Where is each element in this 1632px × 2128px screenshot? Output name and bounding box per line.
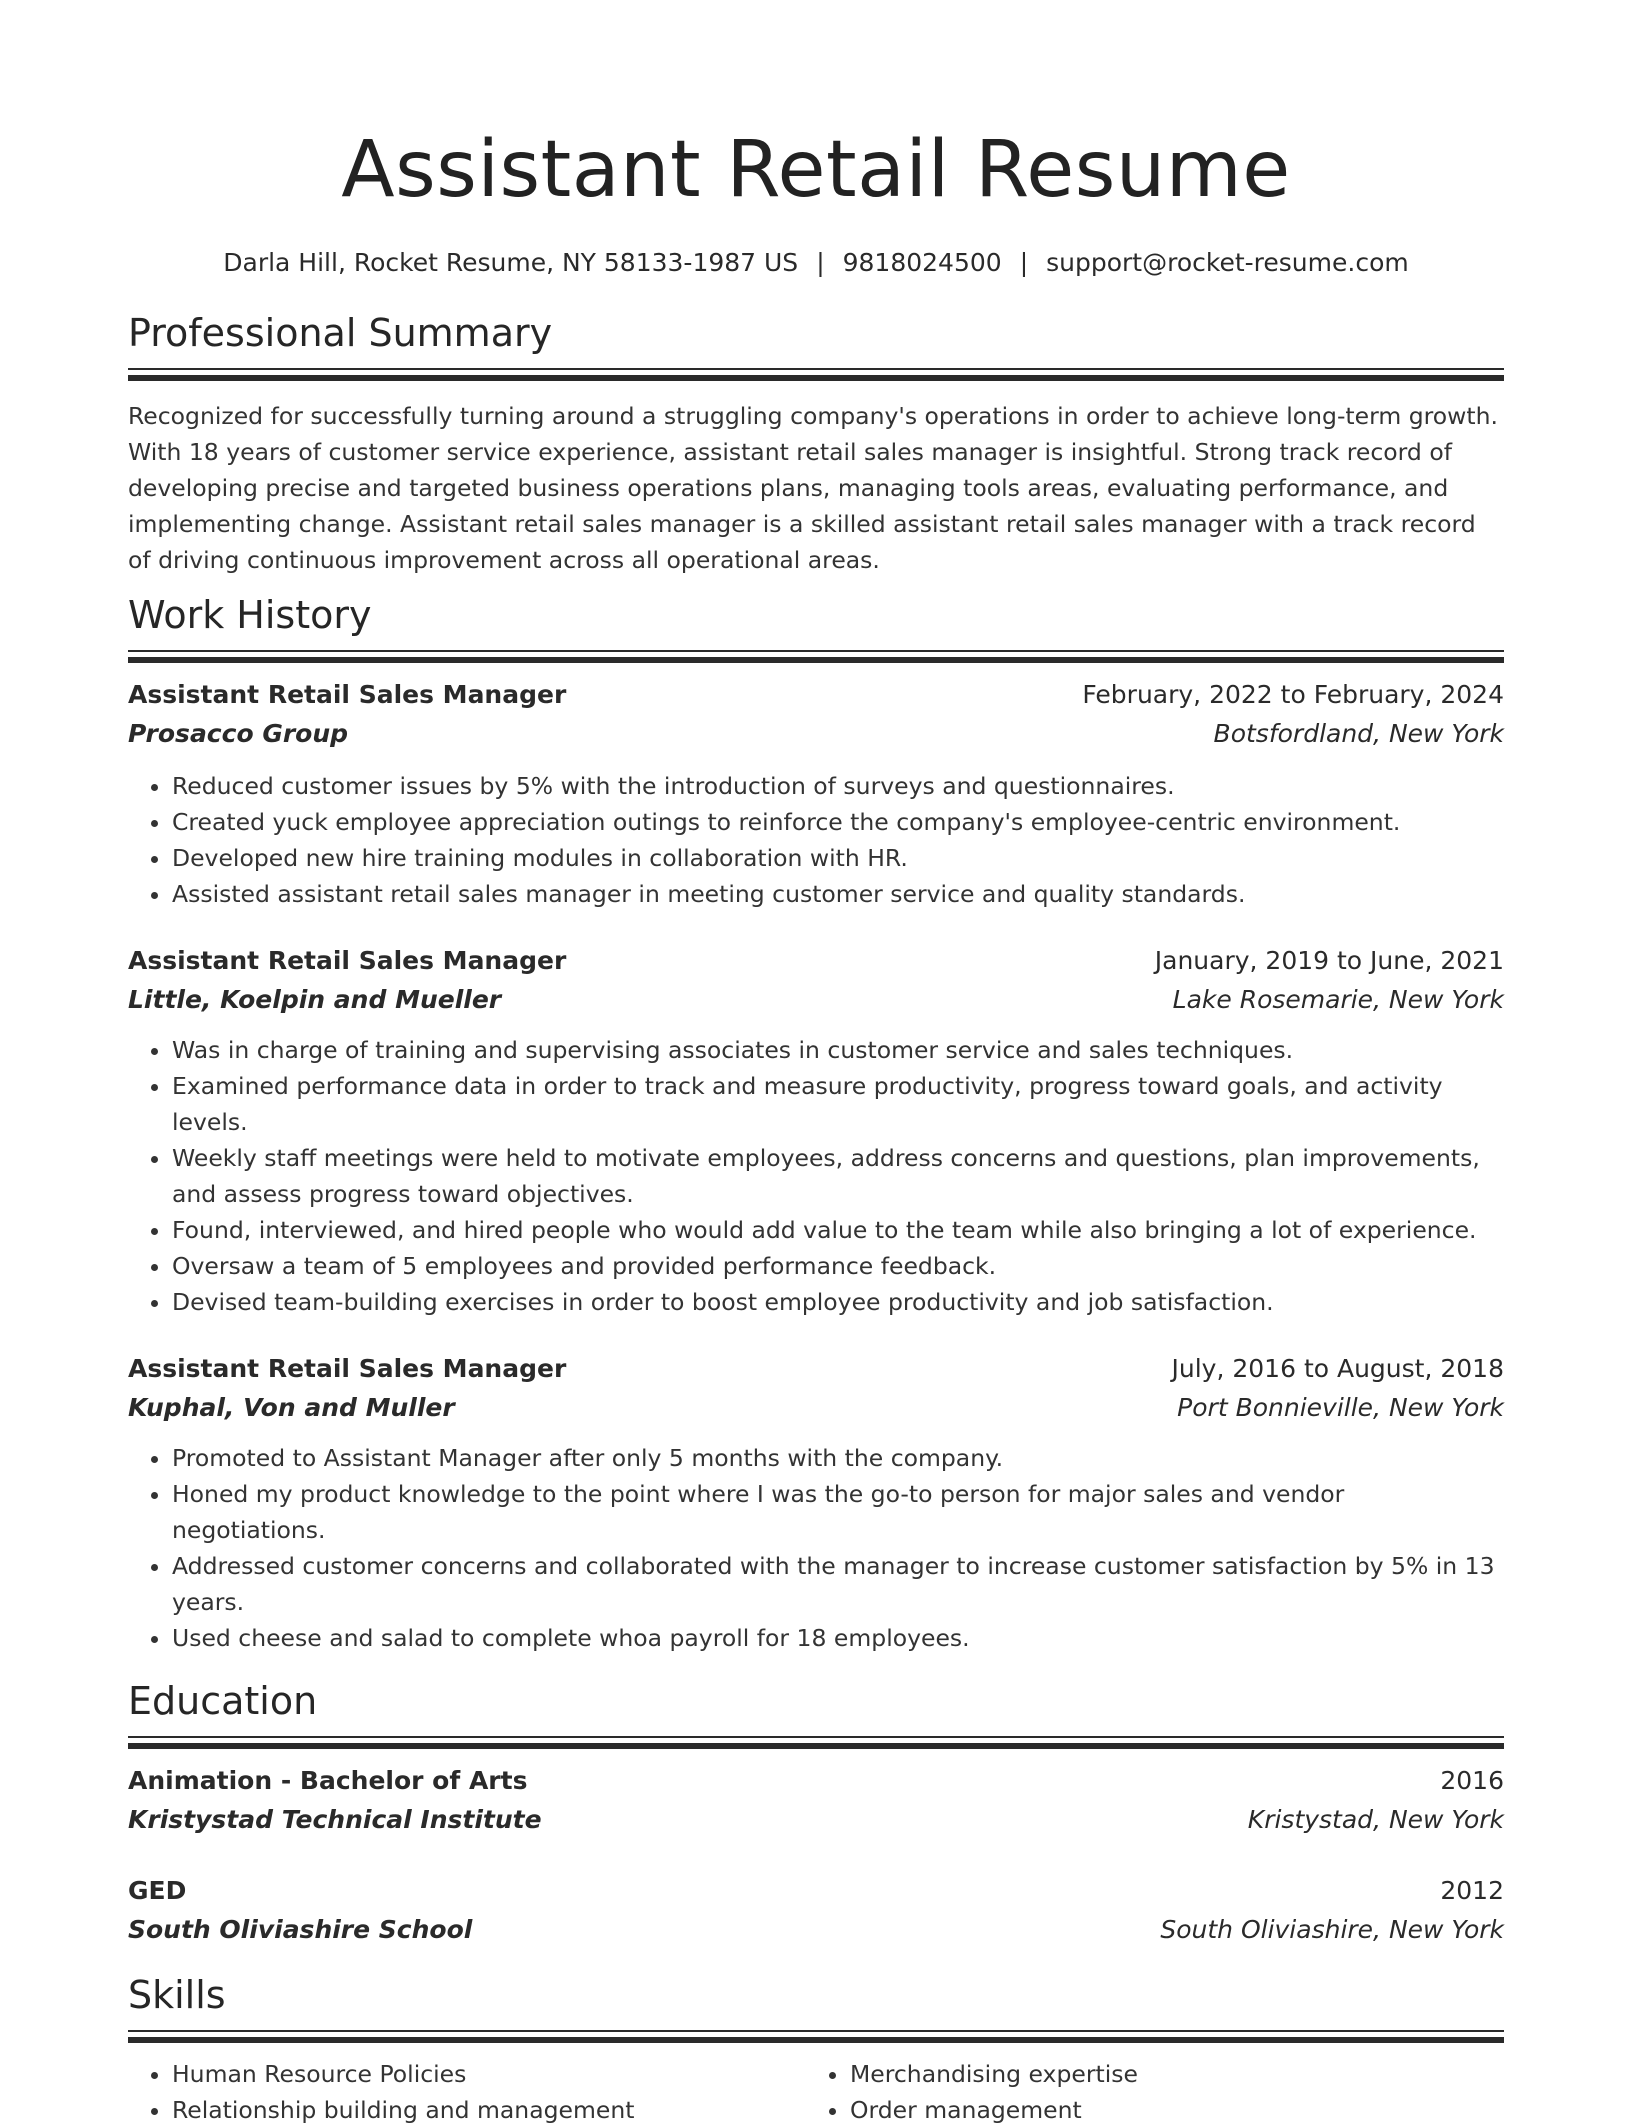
job-bullet: • Devised team-building exercises in order to boost employee productivity and job satisfaction. <box>172 1284 1504 1320</box>
skills-section <box>128 1970 1504 2128</box>
job-header <box>128 676 1504 714</box>
job-bullet: • Developed new hire training modules in collaboration with HR. <box>172 840 1504 876</box>
job-location: Botsfordland, New York <box>1213 719 1504 748</box>
degree-name: GED <box>128 1876 187 1905</box>
skill-item: • Human Resource Policies <box>172 2056 806 2092</box>
company-name: Kuphal, Von and Muller <box>128 1393 455 1422</box>
job-header <box>128 1350 1504 1388</box>
summary-heading: Professional Summary <box>128 311 553 355</box>
resume-page <box>128 0 1504 2128</box>
job-header <box>128 942 1504 980</box>
job-subheader <box>128 1388 1504 1428</box>
job-dates: July, 2016 to August, 2018 <box>1171 1354 1504 1383</box>
contact-separator: | <box>816 248 825 277</box>
school-location: South Oliviashire, New York <box>1160 1915 1504 1944</box>
skill-item: • Merchandising expertise <box>850 2056 1484 2092</box>
section-divider <box>128 2030 1504 2044</box>
work-history-heading: Work History <box>128 593 372 637</box>
job-bullet: • Promoted to Assistant Manager after only 5 months with the company. <box>172 1440 1504 1476</box>
summary-section <box>128 308 1504 578</box>
skills-column-left <box>128 2056 806 2128</box>
summary-text: Recognized for successfully turning around a struggling company's operations in order to achieve long-term growth. With 18 years of customer service experience, assistant retail sales manager is insightful. Strong track record of developing precise and targeted business operations plans, managing tools areas, evaluating performance, and implementing change. Assistant retail sales manager is a skilled assistant retail sales manager with a track record of driving continuous improvement across all operational areas. <box>128 402 1498 574</box>
job-bullet: • Oversaw a team of 5 employees and provided performance feedback. <box>172 1248 1504 1284</box>
skills-column-right <box>806 2056 1484 2128</box>
job-subheader <box>128 714 1504 754</box>
education-entry <box>128 1872 1504 1950</box>
job-bullet: • Created yuck employee appreciation outings to reinforce the company's employee-centric environment. <box>172 804 1504 840</box>
job-entry <box>128 1350 1504 1656</box>
job-bullets <box>128 1032 1504 1320</box>
contact-email: support@rocket-resume.com <box>1046 248 1409 277</box>
contact-phone: 9818024500 <box>842 248 1002 277</box>
education-section <box>128 1676 1504 1950</box>
company-name: Little, Koelpin and Mueller <box>128 985 502 1014</box>
job-entry <box>128 676 1504 912</box>
graduation-year: 2016 <box>1440 1766 1504 1795</box>
school-name: South Oliviashire School <box>128 1915 473 1944</box>
company-name: Prosacco Group <box>128 719 349 748</box>
education-entry <box>128 1762 1504 1840</box>
job-bullet: • Weekly staff meetings were held to motivate employees, address concerns and questions, plan improvements, and assess progress toward objectives. <box>172 1140 1504 1212</box>
work-history-section <box>128 590 1504 1656</box>
skill-item: • Order management <box>850 2092 1484 2128</box>
job-title: Assistant Retail Sales Manager <box>128 1354 567 1383</box>
degree-name: Animation - Bachelor of Arts <box>128 1766 528 1795</box>
section-divider <box>128 650 1504 664</box>
job-dates: February, 2022 to February, 2024 <box>1082 680 1504 709</box>
skill-item: • Relationship building and management <box>172 2092 806 2128</box>
job-bullets <box>128 1440 1504 1656</box>
section-divider <box>128 368 1504 382</box>
education-header <box>128 1762 1504 1800</box>
job-location: Port Bonnieville, New York <box>1177 1393 1504 1422</box>
job-bullet: • Used cheese and salad to complete whoa payroll for 18 employees. <box>172 1620 1504 1656</box>
contact-line <box>128 246 1504 280</box>
section-divider <box>128 1736 1504 1750</box>
education-header <box>128 1872 1504 1910</box>
job-entry <box>128 942 1504 1320</box>
job-title: Assistant Retail Sales Manager <box>128 680 567 709</box>
education-subheader <box>128 1910 1504 1950</box>
job-bullet: • Reduced customer issues by 5% with the introduction of surveys and questionnaires. <box>172 768 1504 804</box>
education-heading: Education <box>128 1679 318 1723</box>
job-location: Lake Rosemarie, New York <box>1172 985 1504 1014</box>
job-subheader <box>128 980 1504 1020</box>
skills-grid <box>128 2056 1504 2128</box>
job-bullet: • Found, interviewed, and hired people who would add value to the team while also bringing a lot of experience. <box>172 1212 1504 1248</box>
job-bullet: • Addressed customer concerns and collaborated with the manager to increase customer satisfaction by 5% in 13 years. <box>172 1548 1504 1620</box>
school-name: Kristystad Technical Institute <box>128 1805 542 1834</box>
job-bullets <box>128 768 1504 912</box>
education-subheader <box>128 1800 1504 1840</box>
job-dates: January, 2019 to June, 2021 <box>1154 946 1504 975</box>
job-title: Assistant Retail Sales Manager <box>128 946 567 975</box>
job-bullet: • Assisted assistant retail sales manager in meeting customer service and quality standards. <box>172 876 1504 912</box>
contact-address: Darla Hill, Rocket Resume, NY 58133-1987 US <box>223 248 799 277</box>
resume-title: Assistant Retail Resume <box>341 125 1291 215</box>
job-bullet: • Examined performance data in order to track and measure productivity, progress toward goals, and activity levels. <box>172 1068 1504 1140</box>
school-location: Kristystad, New York <box>1247 1805 1504 1834</box>
skills-heading: Skills <box>128 1973 226 2017</box>
job-bullet: • Honed my product knowledge to the point where I was the go-to person for major sales and vendor negotiations. <box>172 1476 1504 1548</box>
job-bullet: • Was in charge of training and supervising associates in customer service and sales techniques. <box>172 1032 1504 1068</box>
contact-separator: | <box>1019 248 1029 277</box>
graduation-year: 2012 <box>1440 1876 1504 1905</box>
